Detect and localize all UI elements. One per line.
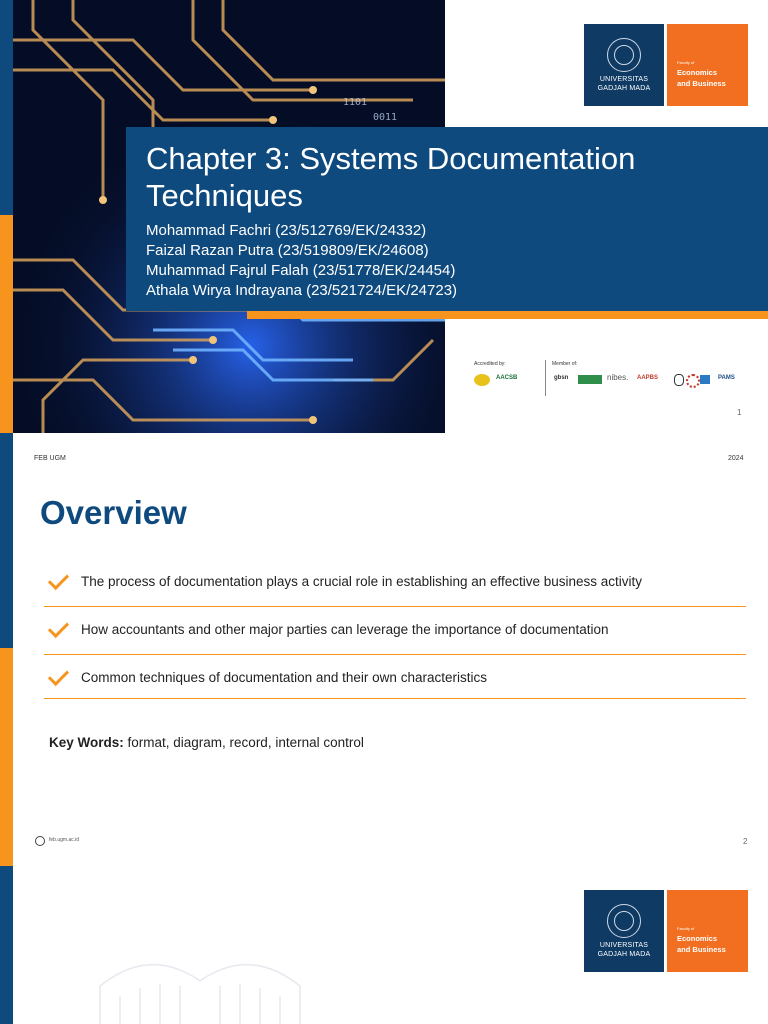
faculty-name-line: and Business xyxy=(677,79,726,88)
bullet-text: Common techniques of documentation and their own characteristics xyxy=(81,670,487,685)
author-item: Athala Wirya Indrayana (23/521724/EK/24723) xyxy=(146,282,458,299)
globe-icon xyxy=(35,836,45,846)
building-watermark-icon xyxy=(90,926,310,1024)
left-stripe-navy xyxy=(0,0,13,215)
university-name-line: GADJAH MADA xyxy=(597,85,651,92)
university-name-line: UNIVERSITAS xyxy=(599,942,649,949)
accredited-label: Accredited by: xyxy=(474,361,506,367)
member-logo-icon xyxy=(674,374,684,386)
university-seal-icon xyxy=(607,904,641,938)
list-item xyxy=(44,559,746,607)
member-label: Member of: xyxy=(552,361,578,367)
member-badge: nibes. xyxy=(607,373,629,382)
university-name-line: GADJAH MADA xyxy=(597,951,651,958)
member-logo-icon xyxy=(578,375,602,384)
checkmark-icon xyxy=(48,665,69,686)
svg-text:0011: 0011 xyxy=(373,112,398,123)
list-item xyxy=(44,607,746,655)
key-words xyxy=(49,735,364,750)
left-stripe-navy xyxy=(0,433,13,648)
member-badge: AAPBS xyxy=(637,375,659,381)
faculty-name-line: Economics xyxy=(677,934,718,943)
faculty-name-line: Economics xyxy=(677,68,718,77)
page-number: 2 xyxy=(743,837,748,846)
author-item: Faizal Razan Putra (23/519809/EK/24608) xyxy=(146,242,429,259)
slide-closing xyxy=(0,866,768,1024)
left-stripe-orange xyxy=(0,648,13,866)
bullet-text: How accountants and other major parties can leverage the importance of documentation xyxy=(81,622,609,637)
footer-url: feb.ugm.ac.id xyxy=(49,837,80,843)
left-stripe-orange xyxy=(0,215,13,433)
overview-bullet-list xyxy=(44,559,746,699)
slide-title-text: Chapter 3: Systems Documentation Techniques xyxy=(146,141,636,213)
header-year: 2024 xyxy=(728,455,744,462)
overview-title: Overview xyxy=(40,494,187,531)
faculty-of-label: Faculty of xyxy=(677,926,695,931)
ugm-logo-panel xyxy=(584,890,664,972)
university-seal-icon xyxy=(607,38,641,72)
member-badge: PAMS xyxy=(718,375,735,381)
left-stripe-navy xyxy=(0,866,13,1024)
author-item: Muhammad Fajrul Falah (23/51778/EK/24454) xyxy=(146,262,456,279)
list-item xyxy=(44,655,746,699)
accreditation-divider xyxy=(545,360,546,396)
key-words-value: format, diagram, record, internal control xyxy=(123,735,364,750)
university-name-line: UNIVERSITAS xyxy=(599,76,649,83)
faculty-of-label: Faculty of xyxy=(677,60,695,65)
ugm-feb-logo xyxy=(584,24,748,106)
member-logo-icon xyxy=(700,375,710,384)
faculty-logo-panel xyxy=(667,890,748,972)
bullet-text: The process of documentation plays a crucial role in establishing an effective business activity xyxy=(81,574,643,589)
svg-text:1101: 1101 xyxy=(343,97,368,108)
checkmark-icon xyxy=(48,569,69,590)
accreditation-strip xyxy=(474,358,754,398)
member-badge: gbsn xyxy=(554,375,569,381)
title-accent-bar xyxy=(247,311,768,319)
ugm-feb-logo xyxy=(584,890,748,972)
faculty-name-line: and Business xyxy=(677,945,726,954)
author-item: Mohammad Fachri (23/512769/EK/24332) xyxy=(146,222,427,239)
member-logo-icon xyxy=(686,374,700,388)
accreditation-badge: AACSB xyxy=(496,375,518,381)
slide-title xyxy=(0,0,768,433)
slide-overview xyxy=(0,433,768,866)
header-org: FEB UGM xyxy=(34,455,66,462)
accreditation-seal-icon xyxy=(474,374,490,386)
ugm-logo-panel xyxy=(584,24,664,106)
page-number: 1 xyxy=(737,408,742,417)
author-list xyxy=(146,221,457,301)
key-words-label: Key Words: xyxy=(49,735,124,750)
faculty-logo-panel xyxy=(667,24,748,106)
checkmark-icon xyxy=(48,617,69,638)
